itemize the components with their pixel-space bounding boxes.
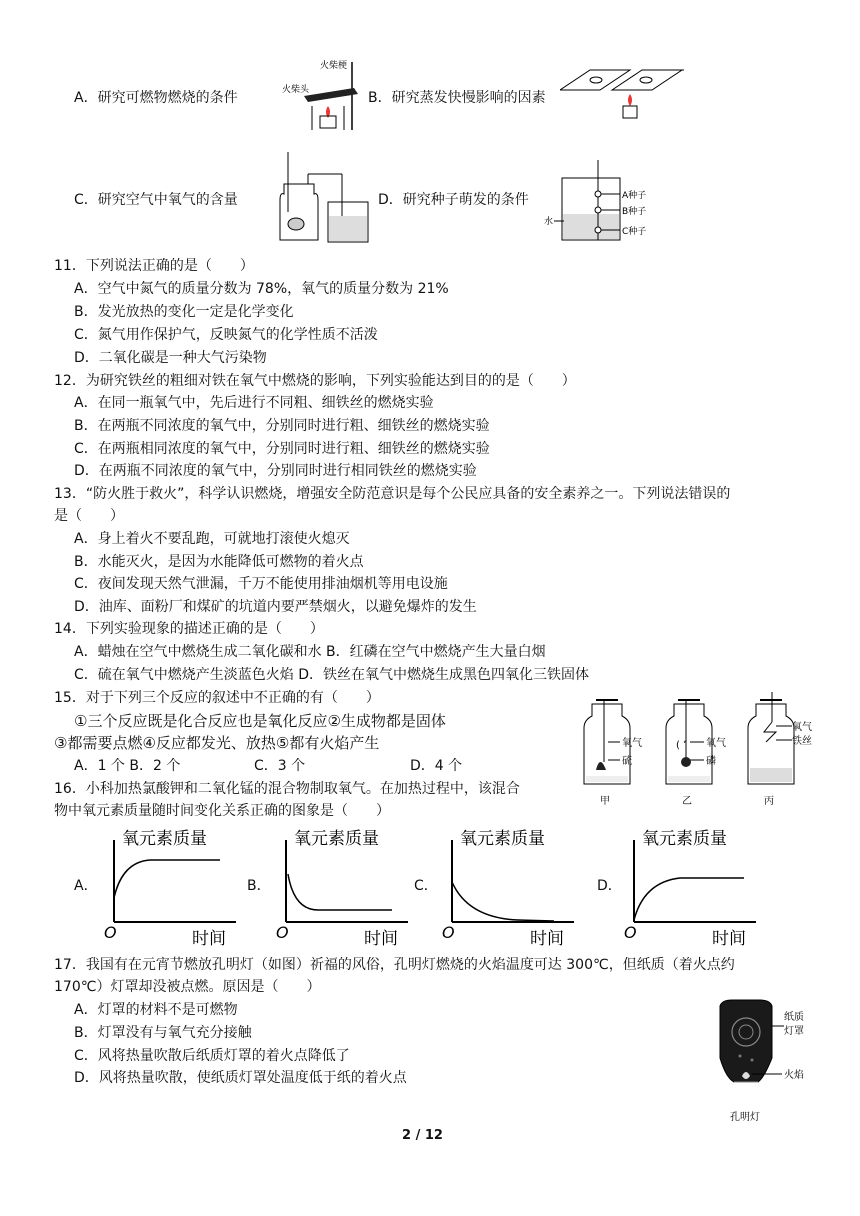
q16-graph-d-ylabel: 氧元素质量 [642, 829, 727, 849]
q15-choice-ab: A．1 个 B．2 个 [74, 758, 181, 774]
q15-jar-yi-sparks: ( ʼ [676, 740, 687, 751]
q16-graph-c-ylabel: 氧元素质量 [460, 829, 545, 849]
q15-choice-d: D．4 个 [410, 758, 463, 774]
q17-option-a: A．灯罩的材料不是可燃物 [74, 1002, 238, 1018]
q16-graph-b-origin: O [276, 923, 289, 942]
q10-option-d: D．研究种子萌发的条件 [378, 192, 529, 208]
q16-graph-c-xlabel: 时间 [530, 929, 564, 948]
q16-graph-d-xlabel: 时间 [712, 929, 746, 948]
q10-figure-b-evaporation [560, 66, 686, 122]
q16-graph-b-ylabel: 氧元素质量 [294, 829, 379, 849]
q11-option-b: B．发光放热的变化一定是化学变化 [74, 304, 294, 320]
q16-graph-a-ylabel: 氧元素质量 [122, 829, 207, 849]
q12-option-b: B．在两瓶不同浓度的氧气中，分别同时进行粗、细铁丝的燃烧实验 [74, 418, 490, 434]
q13-option-c: C．夜间发现天然气泄漏，千万不能使用排油烟机等用电设施 [74, 576, 448, 592]
q10-fig-d-label-2: C种子 [622, 227, 647, 237]
q10-option-a: A．研究可燃物燃烧的条件 [74, 90, 238, 106]
q14-stem: 14．下列实验现象的描述正确的是（ ） [54, 621, 324, 637]
q13-option-a: A．身上着火不要乱跑，可就地打滚使火熄灭 [74, 531, 350, 547]
q10-option-c: C．研究空气中氧气的含量 [74, 192, 238, 208]
q17-option-d: D．风将热量吹散，使纸质灯罩处温度低于纸的着火点 [74, 1070, 407, 1086]
q16-graph-d [620, 826, 770, 948]
q15-figure-three-jars [578, 692, 824, 808]
q11-stem: 11．下列说法正确的是（ ） [54, 258, 254, 274]
q11-option-d: D．二氧化碳是一种大气污染物 [74, 350, 267, 366]
q15-jar-bing-label-0: 氧气 [792, 722, 812, 733]
q15-jar-bing-label-1: 铁丝 [792, 736, 812, 747]
q13-stem-line1: 13．“防火胜于救火”，科学认识燃烧，增强安全防范意识是每个公民应具备的安全素养之一。下列说法错误的 [54, 486, 731, 502]
q10-fig-d-label-1: B种子 [622, 207, 647, 217]
q12-stem: 12．为研究铁丝的粗细对铁在氧气中燃烧的影响，下列实验能达到目的的是（ ） [54, 373, 576, 389]
q16-stem-line1: 16．小科加热氯酸钾和二氧化锰的混合物制取氧气。在加热过程中，该混合 [54, 781, 520, 797]
q13-option-b: B．水能灭火，是因为水能降低可燃物的着火点 [74, 554, 364, 570]
q15-jar-bing [748, 692, 812, 807]
q16-stem-line2: 物中氧元素质量随时间变化关系正确的图象是（ ） [54, 803, 390, 819]
q15-jar-jia-label-1: 硫 [622, 756, 632, 767]
q15-choice-c: C．3 个 [254, 758, 306, 774]
q17-stem-line1: 17．我国有在元宵节燃放孔明灯（如图）祈福的风俗，孔明灯燃烧的火焰温度可达 300℃，但纸质（着火点约 [54, 957, 735, 973]
q12-option-c: C．在两瓶相同浓度的氧气中，分别同时进行粗、细铁丝的燃烧实验 [74, 441, 490, 457]
q13-stem-line2: 是（ ） [54, 508, 124, 524]
q15-jar-jia-label-0: 氧气 [622, 738, 642, 749]
q16-graph-b [272, 826, 422, 948]
q13-option-d: D．油库、面粉厂和煤矿的坑道内要严禁烟火，以避免爆炸的发生 [74, 599, 477, 615]
q16-graph-d-letter: D． [597, 878, 622, 894]
q16-graph-c-letter: C． [414, 878, 438, 894]
q17-option-b: B．灯罩没有与氧气充分接触 [74, 1025, 252, 1041]
page-number: 2 / 12 [402, 1128, 443, 1143]
q16-graph-d-origin: O [624, 923, 637, 942]
q16-graph-b-curve [288, 874, 392, 910]
q16-graph-a [100, 826, 250, 948]
q11-option-a: A．空气中氮气的质量分数为 78%，氧气的质量分数为 21% [74, 281, 449, 297]
q15-jar-yi-label-1: 磷 [706, 756, 716, 767]
q16-graph-b-letter: B． [247, 878, 271, 894]
q10-figure-d-seed-germination [540, 160, 670, 246]
q14-options-line2: C．硫在氧气中燃烧产生淡蓝色火焰 D．铁丝在氧气中燃烧生成黑色四氧化三铁固体 [74, 667, 590, 683]
q16-graph-a-xlabel: 时间 [192, 929, 226, 948]
q15-jar-jia-caption: 甲 [600, 796, 610, 807]
q15-jar-yi-caption: 乙 [682, 796, 692, 807]
q17-stem-line2: 170℃）灯罩却没被点燃。原因是（ ） [54, 979, 321, 995]
q16-graph-c-curve [452, 882, 554, 921]
q10-fig-d-label-3: 水 [544, 217, 554, 227]
q15-jar-jia [584, 700, 642, 807]
q15-jar-yi-label-0: 氧气 [706, 738, 726, 749]
q15-jar-yi [666, 700, 726, 807]
q10-fig-d-label-0: A种子 [622, 191, 647, 201]
q16-graph-d-curve [634, 878, 744, 920]
q16-graph-c [438, 826, 588, 948]
q10-option-b: B．研究蒸发快慢影响的因素 [368, 90, 546, 106]
q10-figure-a-match-heating [282, 56, 368, 132]
q17-fig-label-0: 纸质 [784, 1012, 804, 1023]
q10-fig-a-label-1: 火柴头 [282, 85, 310, 95]
q10-figure-c-oxygen-content [272, 152, 374, 244]
q12-option-a: A．在同一瓶氧气中，先后进行不同粗、细铁丝的燃烧实验 [74, 395, 434, 411]
q17-fig-label-3: 孔明灯 [730, 1112, 760, 1123]
q10-fig-a-label-0: 火柴梗 [320, 61, 348, 71]
q16-graph-c-origin: O [442, 923, 455, 942]
q17-figure-kongming-lantern [712, 996, 836, 1132]
q17-option-c: C．风将热量吹散后纸质灯罩的着火点降低了 [74, 1048, 350, 1064]
q16-graph-a-origin: O [104, 923, 117, 942]
q16-graph-a-letter: A． [74, 878, 98, 894]
q17-fig-label-1: 灯罩 [784, 1026, 804, 1037]
q14-options-line1: A．蜡烛在空气中燃烧生成二氧化碳和水 B．红磷在空气中燃烧产生大量白烟 [74, 644, 546, 660]
q16-graph-a-curve [114, 860, 220, 898]
q15-statements-line2: ③都需要点燃④反应都发光、放热⑤都有火焰产生 [54, 734, 380, 752]
q15-jar-bing-caption: 丙 [764, 796, 774, 807]
q12-option-d: D．在两瓶不同浓度的氧气中，分别同时进行相同铁丝的燃烧实验 [74, 463, 477, 479]
q15-statements-line1: ①三个反应既是化合反应也是氧化反应②生成物都是固体 [74, 712, 446, 730]
q16-graph-b-xlabel: 时间 [364, 929, 398, 948]
q11-option-c: C．氮气用作保护气，反映氮气的化学性质不活泼 [74, 327, 378, 343]
q15-stem: 15．对于下列三个反应的叙述中不正确的有（ ） [54, 690, 380, 706]
q17-fig-label-2: 火焰 [784, 1070, 804, 1081]
